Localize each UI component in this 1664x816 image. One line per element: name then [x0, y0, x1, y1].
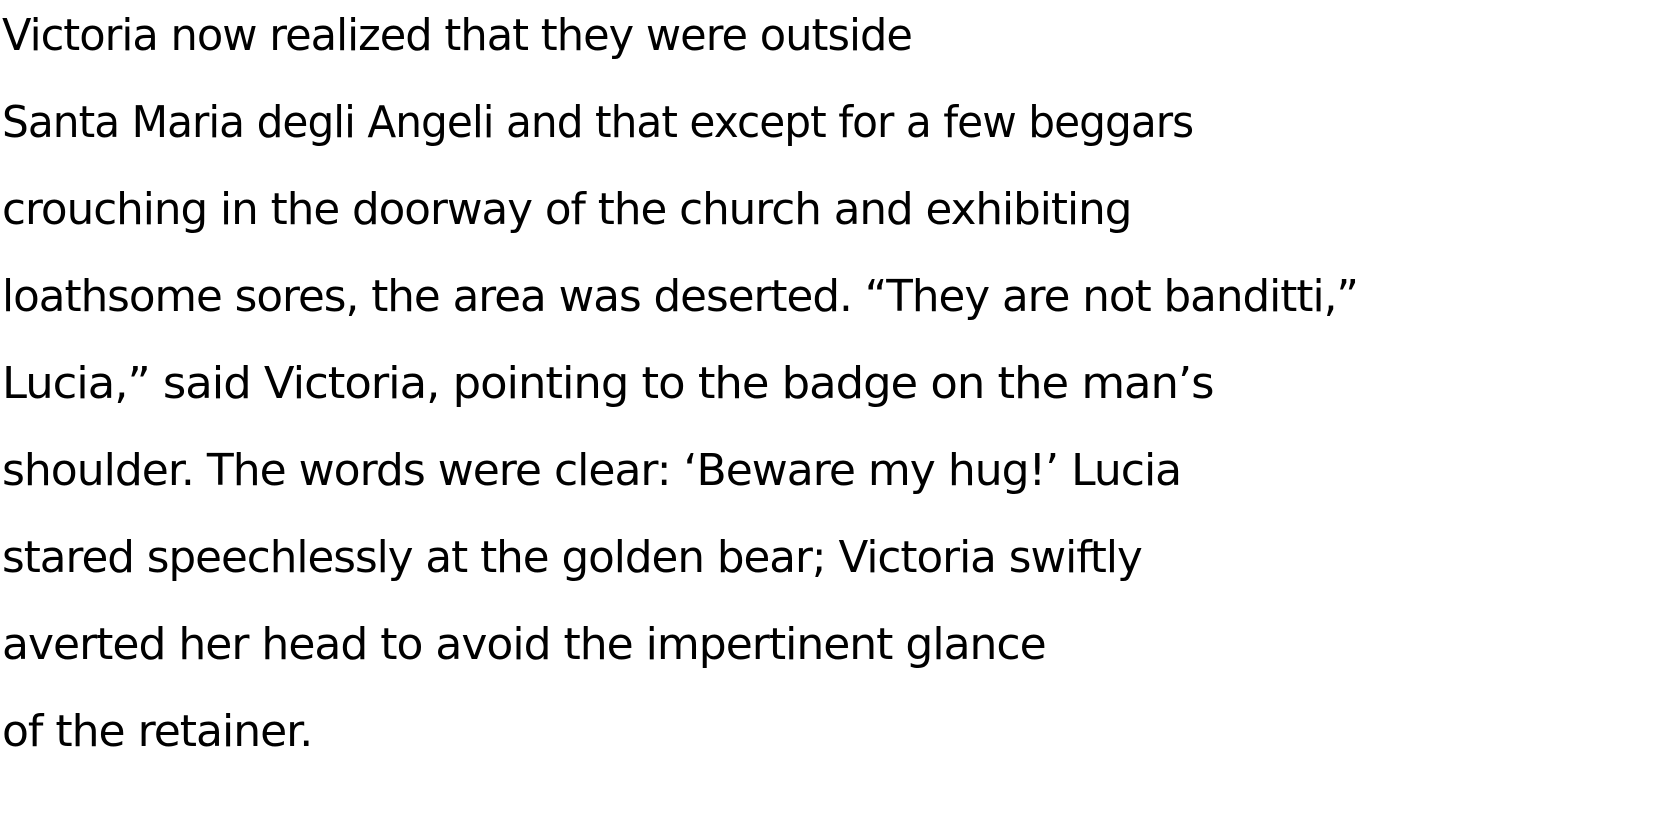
handwritten-line: loathsome sores, the area was deserted. “They are not banditti,” [2, 271, 1359, 322]
handwritten-line: Lucia,” said Victoria, pointing to the badge on the man’s [2, 358, 1214, 409]
handwritten-line: stared speechlessly at the golden bear; Victoria swiftly [2, 532, 1142, 583]
handwritten-line: averted her head to avoid the impertinent glance [2, 619, 1046, 670]
handwritten-line: crouching in the doorway of the church and exhibiting [2, 184, 1132, 235]
handwritten-line: of the retainer. [2, 706, 313, 757]
handwritten-line: Victoria now realized that they were outside [2, 10, 912, 61]
handwritten-line: shoulder. The words were clear: ‘Beware my hug!’ Lucia [2, 445, 1182, 496]
handwritten-line: Santa Maria degli Angeli and that except for a few beggars [2, 97, 1194, 148]
